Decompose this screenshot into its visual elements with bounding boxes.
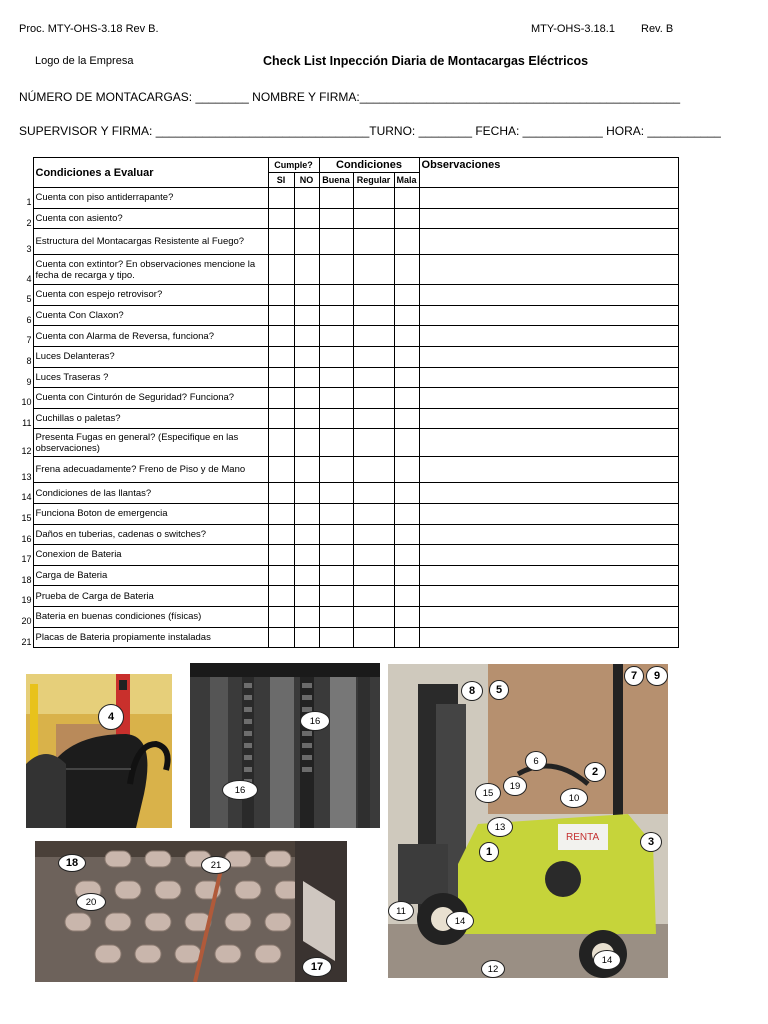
no-cell[interactable]: [294, 346, 319, 367]
observaciones-cell[interactable]: [419, 188, 678, 209]
checklist-row: [19, 627, 678, 648]
checklist-row: [19, 483, 678, 504]
mala-cell[interactable]: [394, 188, 419, 209]
regular-cell[interactable]: [353, 188, 394, 209]
condition-text: Carga de Bateria: [33, 565, 268, 586]
cumple-header: Cumple?: [268, 158, 319, 173]
si-cell[interactable]: [268, 545, 294, 566]
mala-cell[interactable]: [394, 545, 419, 566]
checklist-row: [19, 408, 678, 429]
row-number: 16: [19, 524, 33, 545]
si-cell[interactable]: [268, 305, 294, 326]
callout-20: 20: [76, 893, 106, 911]
conditions-column-header: Condiciones a Evaluar: [33, 158, 268, 188]
procedure-code: Proc. MTY-OHS-3.18 Rev B.: [19, 23, 159, 35]
forklift-brand-text: RENTA: [566, 832, 600, 843]
row-number: 12: [19, 429, 33, 457]
callout-11: 11: [388, 901, 414, 921]
condition-text: Luces Delanteras?: [33, 346, 268, 367]
observaciones-cell[interactable]: [419, 388, 678, 409]
row-number: 21: [19, 627, 33, 648]
observaciones-subheader: [419, 173, 678, 188]
row-number: 15: [19, 503, 33, 524]
no-cell[interactable]: [294, 524, 319, 545]
mala-cell[interactable]: [394, 503, 419, 524]
forklift-photo: [388, 664, 668, 978]
si-cell[interactable]: [268, 367, 294, 388]
mala-cell[interactable]: [394, 524, 419, 545]
no-cell[interactable]: [294, 565, 319, 586]
buena-cell[interactable]: [319, 188, 353, 209]
observaciones-cell[interactable]: [419, 255, 678, 285]
row-number: 13: [19, 457, 33, 483]
buena-cell[interactable]: [319, 229, 353, 255]
row-number: 3: [19, 229, 33, 255]
checklist-row: [19, 188, 678, 209]
buena-cell[interactable]: [319, 483, 353, 504]
regular-header: Regular: [353, 173, 394, 188]
condition-text: Cuenta con espejo retrovisor?: [33, 285, 268, 306]
regular-cell[interactable]: [353, 586, 394, 607]
revision: Rev. B: [641, 23, 674, 35]
si-cell[interactable]: [268, 503, 294, 524]
regular-cell[interactable]: [353, 285, 394, 306]
si-cell[interactable]: [268, 408, 294, 429]
callout-9: 9: [646, 666, 668, 686]
buena-cell[interactable]: [319, 524, 353, 545]
buena-cell[interactable]: [319, 285, 353, 306]
callout-7: 7: [624, 666, 644, 686]
no-cell[interactable]: [294, 285, 319, 306]
observaciones-cell[interactable]: [419, 208, 678, 229]
observaciones-cell[interactable]: [419, 524, 678, 545]
callout-1: 1: [479, 842, 499, 862]
checklist-row: [19, 565, 678, 586]
no-cell[interactable]: [294, 627, 319, 648]
no-cell[interactable]: [294, 255, 319, 285]
callout-19: 19: [503, 776, 527, 796]
si-cell[interactable]: [268, 229, 294, 255]
buena-cell[interactable]: [319, 208, 353, 229]
mala-cell[interactable]: [394, 586, 419, 607]
checklist-row: [19, 503, 678, 524]
regular-cell[interactable]: [353, 208, 394, 229]
buena-cell[interactable]: [319, 408, 353, 429]
checklist-row: [19, 305, 678, 326]
mala-cell[interactable]: [394, 326, 419, 347]
mala-header: Mala: [394, 173, 419, 188]
seat-photo: [26, 674, 172, 828]
condition-text: Luces Traseras ?: [33, 367, 268, 388]
observaciones-cell[interactable]: [419, 229, 678, 255]
callout-14-front: 14: [446, 911, 474, 931]
condition-text: Cuenta Con Claxon?: [33, 305, 268, 326]
callout-17: 17: [302, 957, 332, 977]
buena-cell[interactable]: [319, 326, 353, 347]
regular-cell[interactable]: [353, 606, 394, 627]
buena-cell[interactable]: [319, 545, 353, 566]
checklist-row: [19, 346, 678, 367]
no-cell[interactable]: [294, 388, 319, 409]
checklist-row: [19, 524, 678, 545]
no-cell[interactable]: [294, 545, 319, 566]
checklist-row: [19, 326, 678, 347]
callout-4: 4: [98, 704, 124, 730]
checklist-row: [19, 208, 678, 229]
buena-cell[interactable]: [319, 305, 353, 326]
callout-18: 18: [58, 854, 86, 872]
checklist-row: [19, 255, 678, 285]
si-header: SI: [268, 173, 294, 188]
regular-cell[interactable]: [353, 408, 394, 429]
callout-16-upper: 16: [300, 711, 330, 731]
no-cell[interactable]: [294, 367, 319, 388]
mala-cell[interactable]: [394, 627, 419, 648]
regular-cell[interactable]: [353, 367, 394, 388]
mala-cell[interactable]: [394, 408, 419, 429]
row-number: 1: [19, 188, 33, 209]
condition-text: Estructura del Montacargas Resistente al Fuego?: [33, 229, 268, 255]
row-number: 10: [19, 388, 33, 409]
si-cell[interactable]: [268, 346, 294, 367]
checklist-row: [19, 229, 678, 255]
mala-cell[interactable]: [394, 565, 419, 586]
regular-cell[interactable]: [353, 346, 394, 367]
si-cell[interactable]: [268, 586, 294, 607]
condition-text: Cuenta con piso antiderrapante?: [33, 188, 268, 209]
si-cell[interactable]: [268, 524, 294, 545]
regular-cell[interactable]: [353, 503, 394, 524]
observaciones-header: Observaciones: [419, 158, 678, 173]
mala-cell[interactable]: [394, 255, 419, 285]
buena-cell[interactable]: [319, 627, 353, 648]
condition-text: Condiciones de las llantas?: [33, 483, 268, 504]
regular-cell[interactable]: [353, 524, 394, 545]
buena-cell[interactable]: [319, 586, 353, 607]
callout-5: 5: [489, 680, 509, 700]
row-number: 17: [19, 545, 33, 566]
supervisor-shift-field[interactable]: SUPERVISOR Y FIRMA: ________________________________TURNO: ________ FECHA: ____________ HORA: ___________: [19, 124, 721, 138]
condition-text: Daños en tuberias, cadenas o switches?: [33, 524, 268, 545]
callout-3: 3: [640, 832, 662, 852]
observaciones-cell[interactable]: [419, 346, 678, 367]
regular-cell[interactable]: [353, 305, 394, 326]
row-number: 14: [19, 483, 33, 504]
document-code: MTY-OHS-3.18.1: [531, 23, 615, 35]
si-cell[interactable]: [268, 429, 294, 457]
condiciones-header: Condiciones: [319, 158, 419, 173]
no-cell[interactable]: [294, 208, 319, 229]
condition-text: Frena adecuadamente? Freno de Piso y de Mano: [33, 457, 268, 483]
checklist-row: [19, 586, 678, 607]
observaciones-cell[interactable]: [419, 285, 678, 306]
no-cell[interactable]: [294, 326, 319, 347]
row-number: 2: [19, 208, 33, 229]
observaciones-cell[interactable]: [419, 457, 678, 483]
si-cell[interactable]: [268, 606, 294, 627]
si-cell[interactable]: [268, 285, 294, 306]
checklist-row: [19, 545, 678, 566]
regular-cell[interactable]: [353, 388, 394, 409]
condition-text: Funciona Boton de emergencia: [33, 503, 268, 524]
regular-cell[interactable]: [353, 627, 394, 648]
mala-cell[interactable]: [394, 457, 419, 483]
mala-cell[interactable]: [394, 305, 419, 326]
condition-text: Presenta Fugas en general? (Especifique en las observaciones): [33, 429, 268, 457]
no-cell[interactable]: [294, 408, 319, 429]
forklift-name-field[interactable]: NÚMERO DE MONTACARGAS: ________ NOMBRE Y FIRMA:________________________________________________: [19, 90, 681, 104]
callout-14-rear: 14: [593, 950, 621, 970]
condition-text: Cuchillas o paletas?: [33, 408, 268, 429]
observaciones-cell[interactable]: [419, 429, 678, 457]
checklist-row: [19, 457, 678, 483]
callout-15: 15: [475, 783, 501, 803]
observaciones-cell[interactable]: [419, 606, 678, 627]
callout-6: 6: [525, 751, 547, 771]
condition-text: Placas de Bateria propiamente instaladas: [33, 627, 268, 648]
row-number: 9: [19, 367, 33, 388]
si-cell[interactable]: [268, 457, 294, 483]
buena-cell[interactable]: [319, 255, 353, 285]
checklist-row: [19, 285, 678, 306]
buena-cell[interactable]: [319, 606, 353, 627]
document-title: Check List Inpección Diaria de Montacargas Eléctricos: [263, 54, 589, 68]
regular-cell[interactable]: [353, 565, 394, 586]
observaciones-cell[interactable]: [419, 367, 678, 388]
condition-text: Cuenta con Cinturón de Seguridad? Funciona?: [33, 388, 268, 409]
row-number: 19: [19, 586, 33, 607]
callout-13: 13: [487, 817, 513, 837]
mala-cell[interactable]: [394, 606, 419, 627]
no-header: NO: [294, 173, 319, 188]
callout-8: 8: [461, 681, 483, 701]
row-number-header: [19, 158, 33, 188]
observaciones-cell[interactable]: [419, 586, 678, 607]
mala-cell[interactable]: [394, 388, 419, 409]
condition-text: Cuenta con extintor? En observaciones mencione la fecha de recarga y tipo.: [33, 255, 268, 285]
callout-21: 21: [201, 856, 231, 874]
checklist-row: [19, 367, 678, 388]
regular-cell[interactable]: [353, 483, 394, 504]
si-cell[interactable]: [268, 565, 294, 586]
no-cell[interactable]: [294, 188, 319, 209]
company-logo-placeholder: Logo de la Empresa: [35, 55, 134, 67]
si-cell[interactable]: [268, 483, 294, 504]
checklist-row: [19, 606, 678, 627]
mala-cell[interactable]: [394, 208, 419, 229]
row-number: 20: [19, 606, 33, 627]
no-cell[interactable]: [294, 483, 319, 504]
condition-text: Conexion de Bateria: [33, 545, 268, 566]
checklist-row: [19, 429, 678, 457]
si-cell[interactable]: [268, 388, 294, 409]
observaciones-cell[interactable]: [419, 483, 678, 504]
si-cell[interactable]: [268, 627, 294, 648]
si-cell[interactable]: [268, 255, 294, 285]
observaciones-cell[interactable]: [419, 545, 678, 566]
chain-photo: [190, 663, 380, 828]
regular-cell[interactable]: [353, 229, 394, 255]
no-cell[interactable]: [294, 503, 319, 524]
observaciones-cell[interactable]: [419, 408, 678, 429]
callout-12: 12: [481, 960, 505, 978]
row-number: 6: [19, 305, 33, 326]
no-cell[interactable]: [294, 229, 319, 255]
callout-10: 10: [560, 788, 588, 808]
si-cell[interactable]: [268, 188, 294, 209]
row-number: 5: [19, 285, 33, 306]
inspection-table: [19, 157, 679, 648]
no-cell[interactable]: [294, 457, 319, 483]
buena-cell[interactable]: [319, 388, 353, 409]
no-cell[interactable]: [294, 429, 319, 457]
observaciones-cell[interactable]: [419, 503, 678, 524]
condition-text: Bateria en buenas condiciones (físicas): [33, 606, 268, 627]
mala-cell[interactable]: [394, 429, 419, 457]
callout-16-lower: 16: [222, 780, 258, 800]
checklist-row: [19, 388, 678, 409]
mala-cell[interactable]: [394, 285, 419, 306]
regular-cell[interactable]: [353, 457, 394, 483]
no-cell[interactable]: [294, 586, 319, 607]
row-number: 8: [19, 346, 33, 367]
regular-cell[interactable]: [353, 545, 394, 566]
mala-cell[interactable]: [394, 346, 419, 367]
no-cell[interactable]: [294, 305, 319, 326]
regular-cell[interactable]: [353, 326, 394, 347]
buena-cell[interactable]: [319, 429, 353, 457]
mala-cell[interactable]: [394, 229, 419, 255]
regular-cell[interactable]: [353, 255, 394, 285]
row-number: 11: [19, 408, 33, 429]
buena-cell[interactable]: [319, 565, 353, 586]
condition-text: Prueba de Carga de Bateria: [33, 586, 268, 607]
observaciones-cell[interactable]: [419, 326, 678, 347]
row-number: 18: [19, 565, 33, 586]
buena-cell[interactable]: [319, 457, 353, 483]
buena-header: Buena: [319, 173, 353, 188]
row-number: 7: [19, 326, 33, 347]
no-cell[interactable]: [294, 606, 319, 627]
observaciones-cell[interactable]: [419, 305, 678, 326]
mala-cell[interactable]: [394, 483, 419, 504]
mala-cell[interactable]: [394, 367, 419, 388]
callout-2: 2: [584, 762, 606, 782]
regular-cell[interactable]: [353, 429, 394, 457]
observaciones-cell[interactable]: [419, 627, 678, 648]
condition-text: Cuenta con asiento?: [33, 208, 268, 229]
row-number: 4: [19, 255, 33, 285]
observaciones-cell[interactable]: [419, 565, 678, 586]
buena-cell[interactable]: [319, 346, 353, 367]
buena-cell[interactable]: [319, 503, 353, 524]
si-cell[interactable]: [268, 326, 294, 347]
si-cell[interactable]: [268, 208, 294, 229]
condition-text: Cuenta con Alarma de Reversa, funciona?: [33, 326, 268, 347]
buena-cell[interactable]: [319, 367, 353, 388]
